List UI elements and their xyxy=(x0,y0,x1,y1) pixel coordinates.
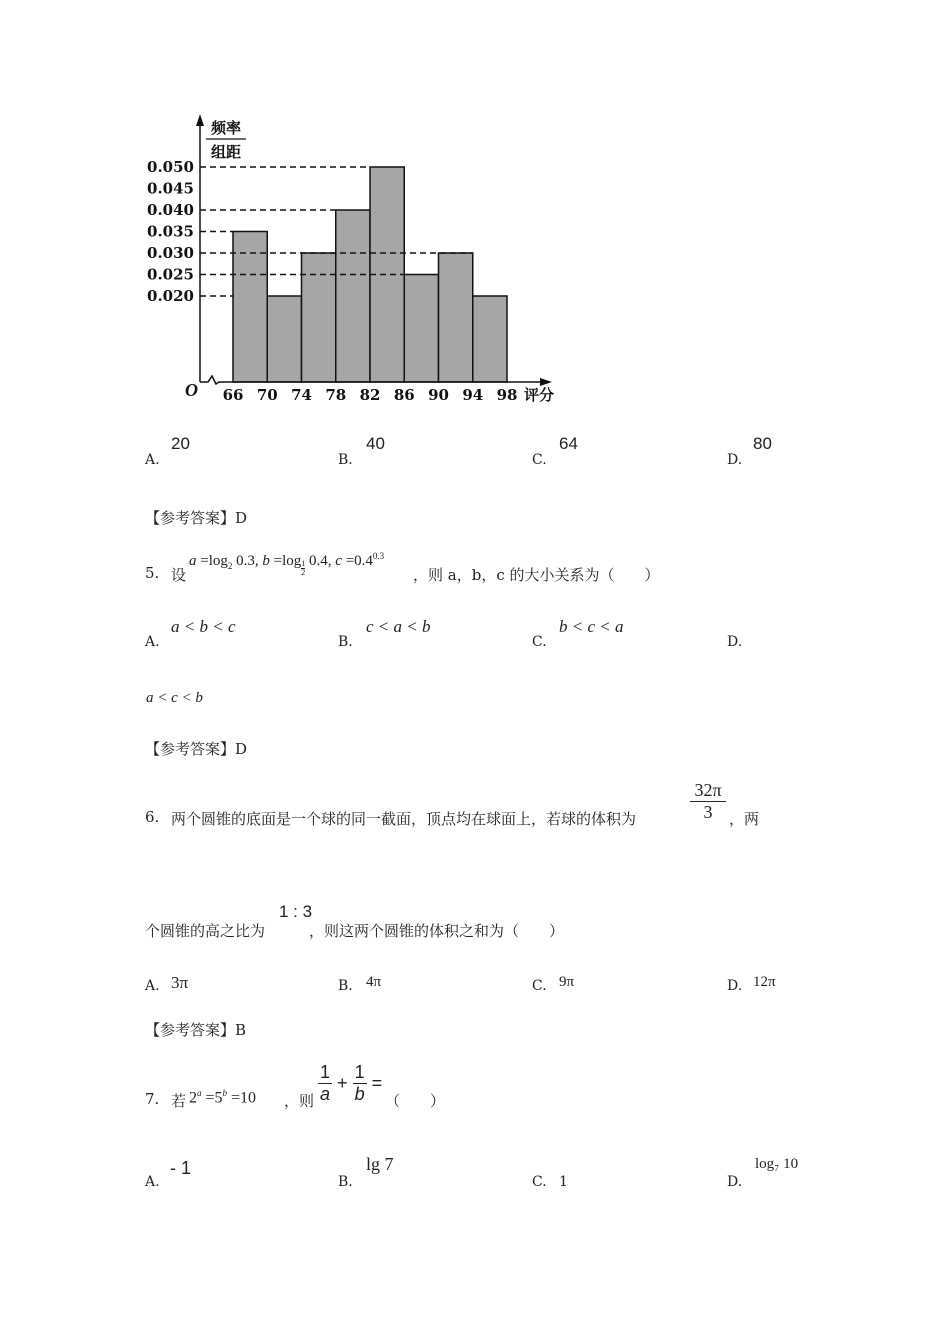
q6-option-c-letter: C. xyxy=(532,978,547,994)
x-tick-label: 98 xyxy=(496,386,518,404)
x-tick-label: 90 xyxy=(428,386,449,404)
q6-line1: 两个圆锥的底面是一个球的同一截面，顶点均在球面上，若球的体积为 xyxy=(171,810,637,828)
histogram-bar xyxy=(233,232,267,383)
q5-option-d-value: a < c < b xyxy=(146,690,203,706)
q5-number: 5. xyxy=(145,564,160,582)
x-tick-label: 86 xyxy=(393,386,415,404)
q4-option-b-value: 40 xyxy=(366,434,385,453)
q5-option-c-value: b < c < a xyxy=(559,617,624,636)
y-tick-label: 0.040 xyxy=(147,201,194,219)
q7-option-b-letter: B. xyxy=(338,1174,353,1190)
q7-option-d-value: log₇ 10 xyxy=(755,1156,799,1172)
q6-number: 6. xyxy=(145,808,160,826)
x-tick-label: 74 xyxy=(291,386,312,404)
x-tick-label: 78 xyxy=(325,386,347,404)
q7-stem xyxy=(145,1060,845,1120)
q6-option-a-letter: A. xyxy=(145,978,160,994)
y-tick-label: 0.025 xyxy=(147,265,194,284)
q6-stem-line2 xyxy=(145,900,845,940)
q5-formula: $a =\log_2$ 0.3, b =log $_{\frac{1}{2}}$ 0.4, $c =0.4^{0.3}$ xyxy=(189,551,385,577)
x-axis-label: 评分 xyxy=(524,386,555,404)
q7-fraction-expression: $\frac{1}{a}$ + $\frac{1}{b}$ = xyxy=(320,1062,383,1104)
q5-option-c-letter: C. xyxy=(532,634,547,650)
q6-option-c-value: 9π xyxy=(559,974,575,990)
histogram-bar xyxy=(302,253,336,382)
x-tick-label: 94 xyxy=(462,386,484,404)
q6-volume-numerator: 32π xyxy=(690,780,726,802)
q6-ratio: 1 : 3 xyxy=(279,902,313,921)
q7-option-d-letter: D. xyxy=(727,1174,743,1190)
q6-option-d-letter: D. xyxy=(727,978,743,994)
q5-option-b-letter: B. xyxy=(338,634,353,650)
histogram-bar xyxy=(336,210,370,382)
q6-options xyxy=(0,970,950,1000)
q4-option-b-letter: B. xyxy=(338,452,353,468)
frequency-histogram xyxy=(0,0,950,420)
q6-volume-denominator: 3 xyxy=(703,802,713,822)
q5-option-b-value: c < a < b xyxy=(366,617,431,636)
q5-suffix: ，则 a，b，c 的大小关系为（ ） xyxy=(413,566,660,584)
origin-label: O xyxy=(185,380,198,400)
q6-stem-line1 xyxy=(145,776,845,836)
histogram-bar xyxy=(404,275,438,383)
q5-option-a-value: a < b < c xyxy=(171,617,236,636)
q7-option-a-value: - 1 xyxy=(170,1158,192,1178)
q5-prefix: 设 xyxy=(171,566,187,584)
q5-option-a-letter: A. xyxy=(145,634,160,650)
q6-line2-start: 个圆锥的高之比为 xyxy=(145,922,266,940)
q4-option-a-value: 20 xyxy=(171,434,190,453)
q5-answer: 【参考答案】D xyxy=(145,740,248,758)
q4-answer: 【参考答案】D xyxy=(145,509,248,527)
y-axis-label-numerator: 频率 xyxy=(210,119,242,137)
y-axis-label-denominator: 组距 xyxy=(210,143,242,161)
x-tick-label: 66 xyxy=(222,386,244,404)
x-tick-label: 70 xyxy=(256,386,278,404)
q7-number: 7. xyxy=(145,1090,160,1108)
q5-option-d-letter: D. xyxy=(727,634,743,650)
y-axis-arrow xyxy=(196,114,204,126)
x-tick-label: 82 xyxy=(359,386,381,404)
q4-option-d-value: 80 xyxy=(753,434,772,453)
q4-options xyxy=(0,428,950,478)
q6-option-a-value: 3π xyxy=(171,973,189,992)
histogram-bar xyxy=(439,253,473,382)
q7-option-c-letter: C. xyxy=(532,1174,547,1190)
q7-equation: $2^a =5^b =10$ xyxy=(189,1088,257,1107)
q6-option-d-value: 12π xyxy=(753,974,776,990)
q4-option-c-value: 64 xyxy=(559,434,578,453)
q6-option-b-letter: B. xyxy=(338,978,353,994)
y-tick-label: 0.045 xyxy=(147,179,194,198)
q4-option-d-letter: D. xyxy=(727,452,743,468)
q6-volume-fraction xyxy=(690,780,726,823)
q7-option-a-letter: A. xyxy=(145,1174,160,1190)
q6-line2-end: ，则这两个圆锥的体积之和为（ ） xyxy=(309,922,565,940)
q4-option-a-letter: A. xyxy=(145,452,160,468)
q6-line1-end: ，两 xyxy=(729,810,760,828)
histogram-bar xyxy=(267,296,301,382)
q5-options xyxy=(0,612,950,652)
q4-option-c-letter: C. xyxy=(532,452,547,468)
y-tick-label: 0.020 xyxy=(147,287,194,305)
q7-mid: ，则 xyxy=(284,1092,315,1110)
q5-stem xyxy=(145,548,845,588)
q7-option-c-value: 1 xyxy=(559,1174,568,1190)
q7-prefix: 若 xyxy=(171,1092,187,1110)
q6-answer: 【参考答案】B xyxy=(145,1021,247,1039)
y-tick-label: 0.030 xyxy=(147,244,194,262)
q7-options xyxy=(0,1150,950,1194)
q6-option-b-value: 4π xyxy=(366,974,382,990)
histogram-bar xyxy=(473,296,507,382)
q7-suffix: （ ） xyxy=(385,1092,446,1110)
x-axis-arrow xyxy=(540,378,552,386)
y-tick-label: 0.035 xyxy=(147,222,194,241)
q7-option-b-value: lg 7 xyxy=(366,1154,394,1174)
y-tick-label: 0.050 xyxy=(147,158,194,176)
